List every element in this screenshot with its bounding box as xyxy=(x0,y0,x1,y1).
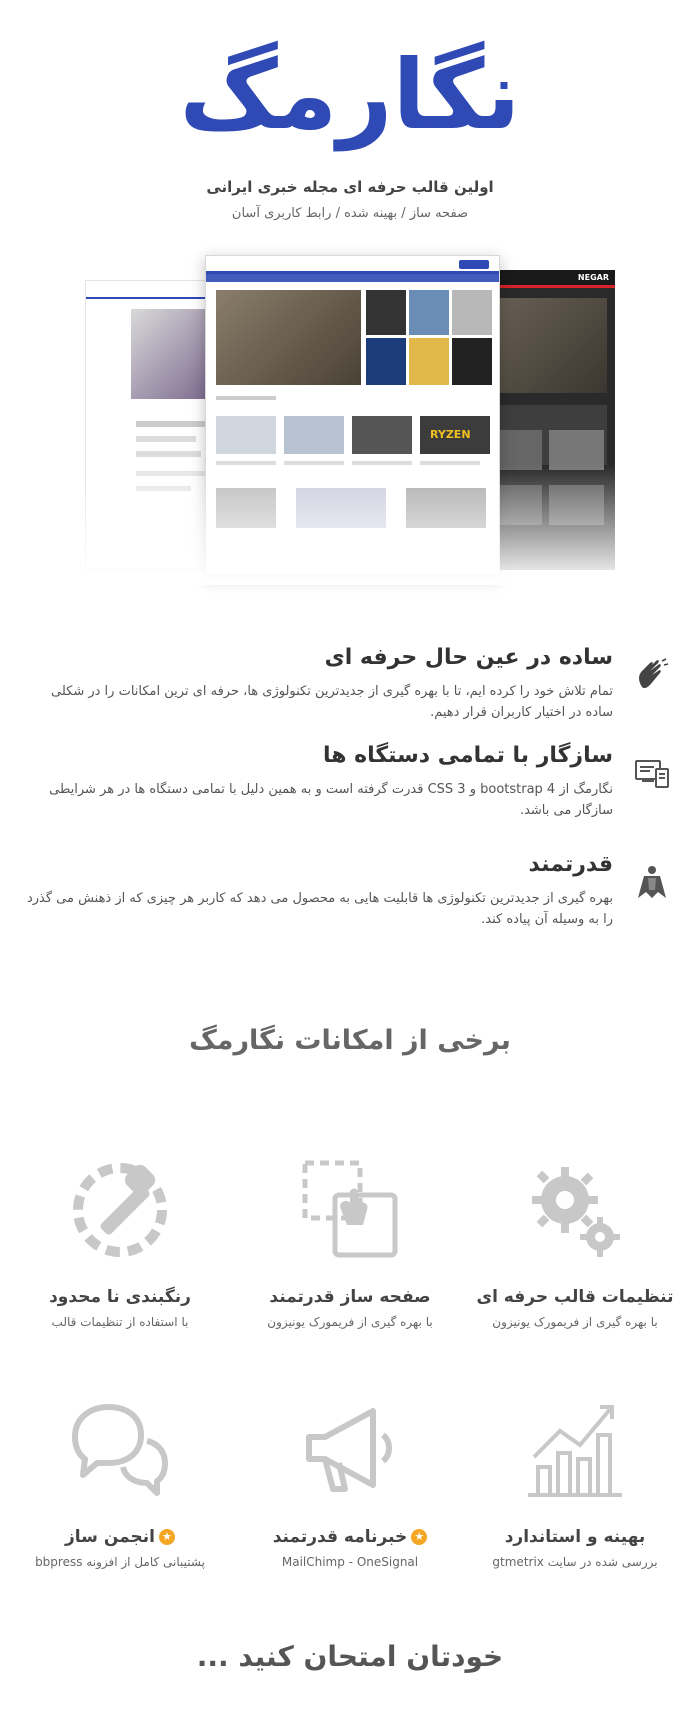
devices-icon xyxy=(634,755,670,791)
card-title xyxy=(250,1527,450,1547)
card-forum-builder xyxy=(20,1395,220,1569)
card-title xyxy=(20,1527,220,1547)
drag-drop-icon xyxy=(295,1155,405,1265)
card-subtitle: MailChimp - OneSignal xyxy=(281,1555,419,1569)
card-title-text: انجمن ساز xyxy=(65,1527,155,1547)
preview-brand-text: NEGAR xyxy=(577,273,609,282)
feature-desc: بهره گیری از جدیدترین تکنولوژی ها قابلیت هایی به محصول می دهد که کاربر هر چیزی که از ذهنش می گذرد را به وسیله آن پیاده کند. xyxy=(26,891,613,927)
card-page-builder xyxy=(250,1155,450,1329)
hero-subtagline: صفحه ساز / بهینه شده / رابط کاربری آسان xyxy=(231,206,469,221)
card-newsletter xyxy=(250,1395,450,1569)
feature-desc: نگارمگ از bootstrap 4 و CSS 3 قدرت گرفته است و به همین دلیل با تمامی دستگاه ها در هر شرایطی سازگار می باشد. xyxy=(49,782,613,818)
card-unlimited-colors xyxy=(20,1155,220,1329)
card-theme-settings xyxy=(475,1155,675,1329)
feature-desc: تمام تلاش خود را کرده ایم، تا با بهره گیری از جدیدترین تکنولوژی ها، حرفه ای ترین امکانات را در شکلی ساده در اختیار کاربران قرار دهیم. xyxy=(51,684,613,720)
chart-growth-icon xyxy=(520,1395,630,1505)
card-optimized xyxy=(475,1395,675,1569)
card-subtitle: پشتیبانی کامل از افزونه bbpress xyxy=(35,1555,205,1569)
hand-wave-icon xyxy=(634,657,670,693)
megaphone-icon xyxy=(295,1395,405,1505)
feature-title: قدرتمند xyxy=(528,852,613,877)
card-title: تنظیمات قالب حرفه ای xyxy=(476,1287,674,1307)
chat-bubbles-icon xyxy=(65,1395,175,1505)
card-title-text: خبرنامه قدرتمند xyxy=(272,1527,408,1547)
hero-tagline: اولین قالب حرفه ای مجله خبری ایرانی xyxy=(206,178,494,196)
premium-star-icon: ★ xyxy=(411,1529,427,1545)
card-subtitle: با بهره گیری از فریمورک یونیزون xyxy=(267,1315,433,1329)
feature-title: ساده در عین حال حرفه ای xyxy=(324,645,613,670)
card-subtitle: با بهره گیری از فریمورک یونیزون xyxy=(492,1315,658,1329)
card-subtitle: بررسی شده در سایت gtmetrix xyxy=(492,1555,658,1569)
site-logo: نگارمگ xyxy=(179,39,521,151)
color-picker-icon xyxy=(65,1155,175,1265)
premium-star-icon: ★ xyxy=(159,1529,175,1545)
card-title: صفحه ساز قدرتمند xyxy=(269,1287,431,1307)
card-title: بهینه و استاندارد xyxy=(504,1527,646,1547)
features-section-title: برخی از امکانات نگارمگ xyxy=(189,1025,511,1056)
superhero-icon xyxy=(634,864,670,900)
gears-icon xyxy=(520,1155,630,1265)
preview-ryzen-text: RYZEN xyxy=(430,428,471,441)
theme-preview-mockup xyxy=(85,255,615,585)
feature-title: سازگار با تمامی دستگاه ها xyxy=(322,743,613,768)
card-title: رنگبندی نا محدود xyxy=(49,1287,191,1307)
cta-try-it[interactable]: خودتان امتحان کنید ... xyxy=(196,1640,504,1673)
card-subtitle: با استفاده از تنظیمات قالب xyxy=(51,1315,189,1329)
